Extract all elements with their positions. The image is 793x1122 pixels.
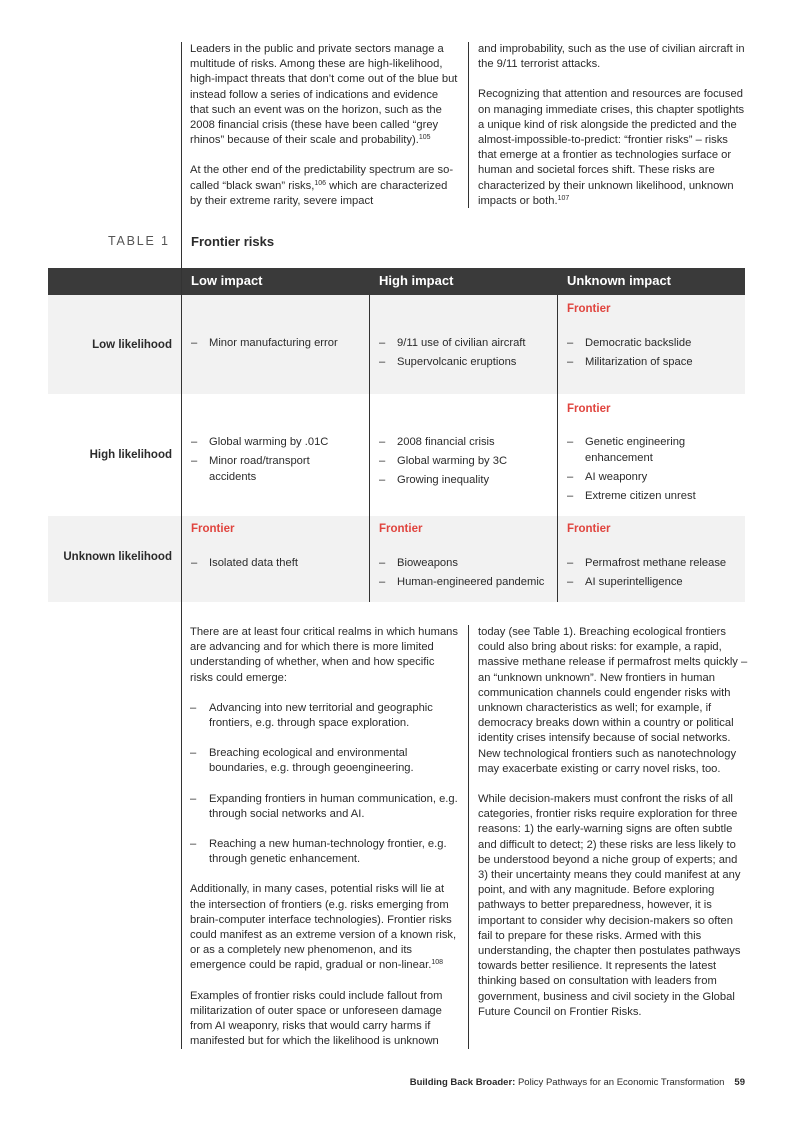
frontier-realms-list xyxy=(190,701,458,868)
row-label-low-likelihood: Low likelihood xyxy=(92,339,172,351)
table-row xyxy=(48,516,745,602)
bottom-left-rule xyxy=(181,601,182,1049)
body-paragraph-4: today (see Table 1). Breaching ecological frontiers could also bring about risks: for example, a rapid, massive methane release if permafrost melts quickly – an “unknown unknown”. New frontiers in human communication channels could engender risks with unknown characteristics as well; for example, if democracy breaks down within a country or political identity crises intensify because of social networks. New technological frontiers such as nanotechnology may exacerbate existing or carry novel risks, too. xyxy=(478,626,748,775)
table-label: TABLE 1 xyxy=(108,234,170,248)
risk-item: – Supervolcanic eruptions xyxy=(379,354,559,370)
footer-title-bold: Building Back Broader: xyxy=(409,1077,516,1088)
risk-item: – Minor manufacturing error xyxy=(191,335,371,351)
risk-item: – Minor road/transport accidents xyxy=(191,453,319,485)
body-right-column xyxy=(478,625,748,1020)
table-cell xyxy=(567,555,745,593)
list-item: – Breaching ecological and environmental boundaries, e.g. through geoengineering. xyxy=(190,746,458,776)
table-cell xyxy=(567,434,717,507)
risk-item: – Democratic backslide xyxy=(567,335,745,351)
list-item: – Advancing into new territorial and geographic frontiers, e.g. through space exploration. xyxy=(190,701,458,731)
risk-item: – Genetic engineering enhancement xyxy=(567,434,717,466)
frontier-label: Frontier xyxy=(567,523,611,535)
risk-item: – AI weaponry xyxy=(567,469,717,485)
risk-item: – Isolated data theft xyxy=(191,555,371,571)
table-cell xyxy=(379,555,564,593)
risk-item: – Extreme citizen unrest xyxy=(567,488,717,504)
body-paragraph-intro: There are at least four critical realms in which humans are advancing and for which there is more limited understanding of whether, when and how specific risks could emerge: xyxy=(190,626,458,684)
table-cell xyxy=(191,555,371,574)
risk-item: – AI superintelligence xyxy=(567,574,745,590)
frontier-label: Frontier xyxy=(567,403,611,415)
body-paragraph-3: Examples of frontier risks could include fallout from militarization of outer space or unforeseen damage from AI weaponry, risks that would carry harms if manifested but for which the likelihood is unknown xyxy=(190,989,443,1048)
table-title: Frontier risks xyxy=(191,234,275,249)
table-cell xyxy=(379,335,559,373)
risk-item: – 2008 financial crisis xyxy=(379,434,559,450)
intro-paragraph-2: At the other end of the predictability spectrum are so-called “black swan” risks,$^{106}$ which are characterized by their extreme rarity, severe impact xyxy=(190,164,454,207)
table-cell xyxy=(567,335,745,373)
body-paragraph-2: Additionally, in many cases, potential risks will lie at the intersection of frontiers (e.g. risks emerging from brain-computer interface technologies). Frontier risks could manifest as an extreme version of a known risk, or as a completely new phenomenon, and its emergence could be rapid, gradual or non-linear.$^{108}$ xyxy=(190,883,457,972)
column-divider xyxy=(369,295,370,602)
intro-right-column xyxy=(478,42,748,209)
footer-title: Policy Pathways for an Economic Transformation xyxy=(515,1077,725,1088)
table-row xyxy=(48,295,745,394)
risk-item: – 9/11 use of civilian aircraft xyxy=(379,335,559,351)
page-footer xyxy=(410,1077,745,1088)
frontier-label: Frontier xyxy=(379,523,423,535)
top-center-rule xyxy=(468,42,469,208)
risk-item: – Permafrost methane release xyxy=(567,555,745,571)
risk-item: – Global warming by .01C xyxy=(191,434,366,450)
risk-item: – Human-engineered pandemic xyxy=(379,574,564,590)
list-item: – Reaching a new human-technology frontier, e.g. through genetic enhancement. xyxy=(190,837,458,867)
header-high-impact: High impact xyxy=(379,273,454,288)
intro-paragraph-3: and improbability, such as the use of civilian aircraft in the 9/11 terrorist attacks. xyxy=(478,43,745,71)
intro-paragraph-1: Leaders in the public and private sectors manage a multitude of risks. Among these are high-likelihood, high-impact threats that don’t come out of the blue but instead follow a series of indications and evidence that such an event was on the horizon, such as the 2008 financial crisis (these have been called “grey rhinos” because of their scale and probability).$^{105}$ xyxy=(190,43,458,147)
risk-item: – Militarization of space xyxy=(567,354,745,370)
top-left-rule xyxy=(181,42,182,268)
table-header-row xyxy=(48,268,745,295)
body-paragraph-5: While decision-makers must confront the risks of all categories, frontier risks require exploration for three reasons: 1) the early-warning signs are often subtle and difficult to detect; 2) these risks are less likely to be understood beyond a niche group of experts; and 3) their uncertainty means they could manifest at any point, and with any magnitude. Before exploring pathways to better preparedness, however, it is important to consider why decision-makers so often fail to prepare for these risks. Armed with this understanding, the chapter then postulates pathways towards better resilience. It represents the latest thinking based on consultation with leaders from government, business and civil society in the Global Future Council on Frontier Risks. xyxy=(478,793,741,1018)
list-item: – Expanding frontiers in human communication, e.g. through social networks and AI. xyxy=(190,792,458,822)
frontier-label: Frontier xyxy=(191,523,235,535)
row-label-unknown-likelihood: Unknown likelihood xyxy=(63,551,172,563)
risk-item: – Growing inequality xyxy=(379,472,559,488)
body-left-column xyxy=(190,625,458,1049)
table-cell xyxy=(191,335,371,354)
page-number: 59 xyxy=(734,1077,745,1088)
table-row xyxy=(48,394,745,516)
column-divider xyxy=(557,295,558,602)
row-label-high-likelihood: High likelihood xyxy=(89,449,172,461)
frontier-risks-table xyxy=(48,268,745,602)
table-cell xyxy=(379,434,559,491)
intro-left-column xyxy=(190,42,458,209)
header-low-impact: Low impact xyxy=(191,273,263,288)
frontier-label: Frontier xyxy=(567,303,611,315)
table-cell xyxy=(191,434,366,488)
risk-item: – Bioweapons xyxy=(379,555,564,571)
column-divider xyxy=(181,268,182,602)
intro-paragraph-4: Recognizing that attention and resources are focused on managing immediate crises, this chapter spotlights a unique kind of risk alongside the predicted and the almost-impossible-to-predict: “frontier risks” – risks that emerge at a frontier as technologies surface or human and societal forces shift. These risks are characterized by their unknown likelihood, unknown impacts or both.$^{107}$ xyxy=(478,88,745,207)
header-unknown-impact: Unknown impact xyxy=(567,273,672,288)
bottom-center-rule xyxy=(468,625,469,1049)
risk-item: – Global warming by 3C xyxy=(379,453,559,469)
